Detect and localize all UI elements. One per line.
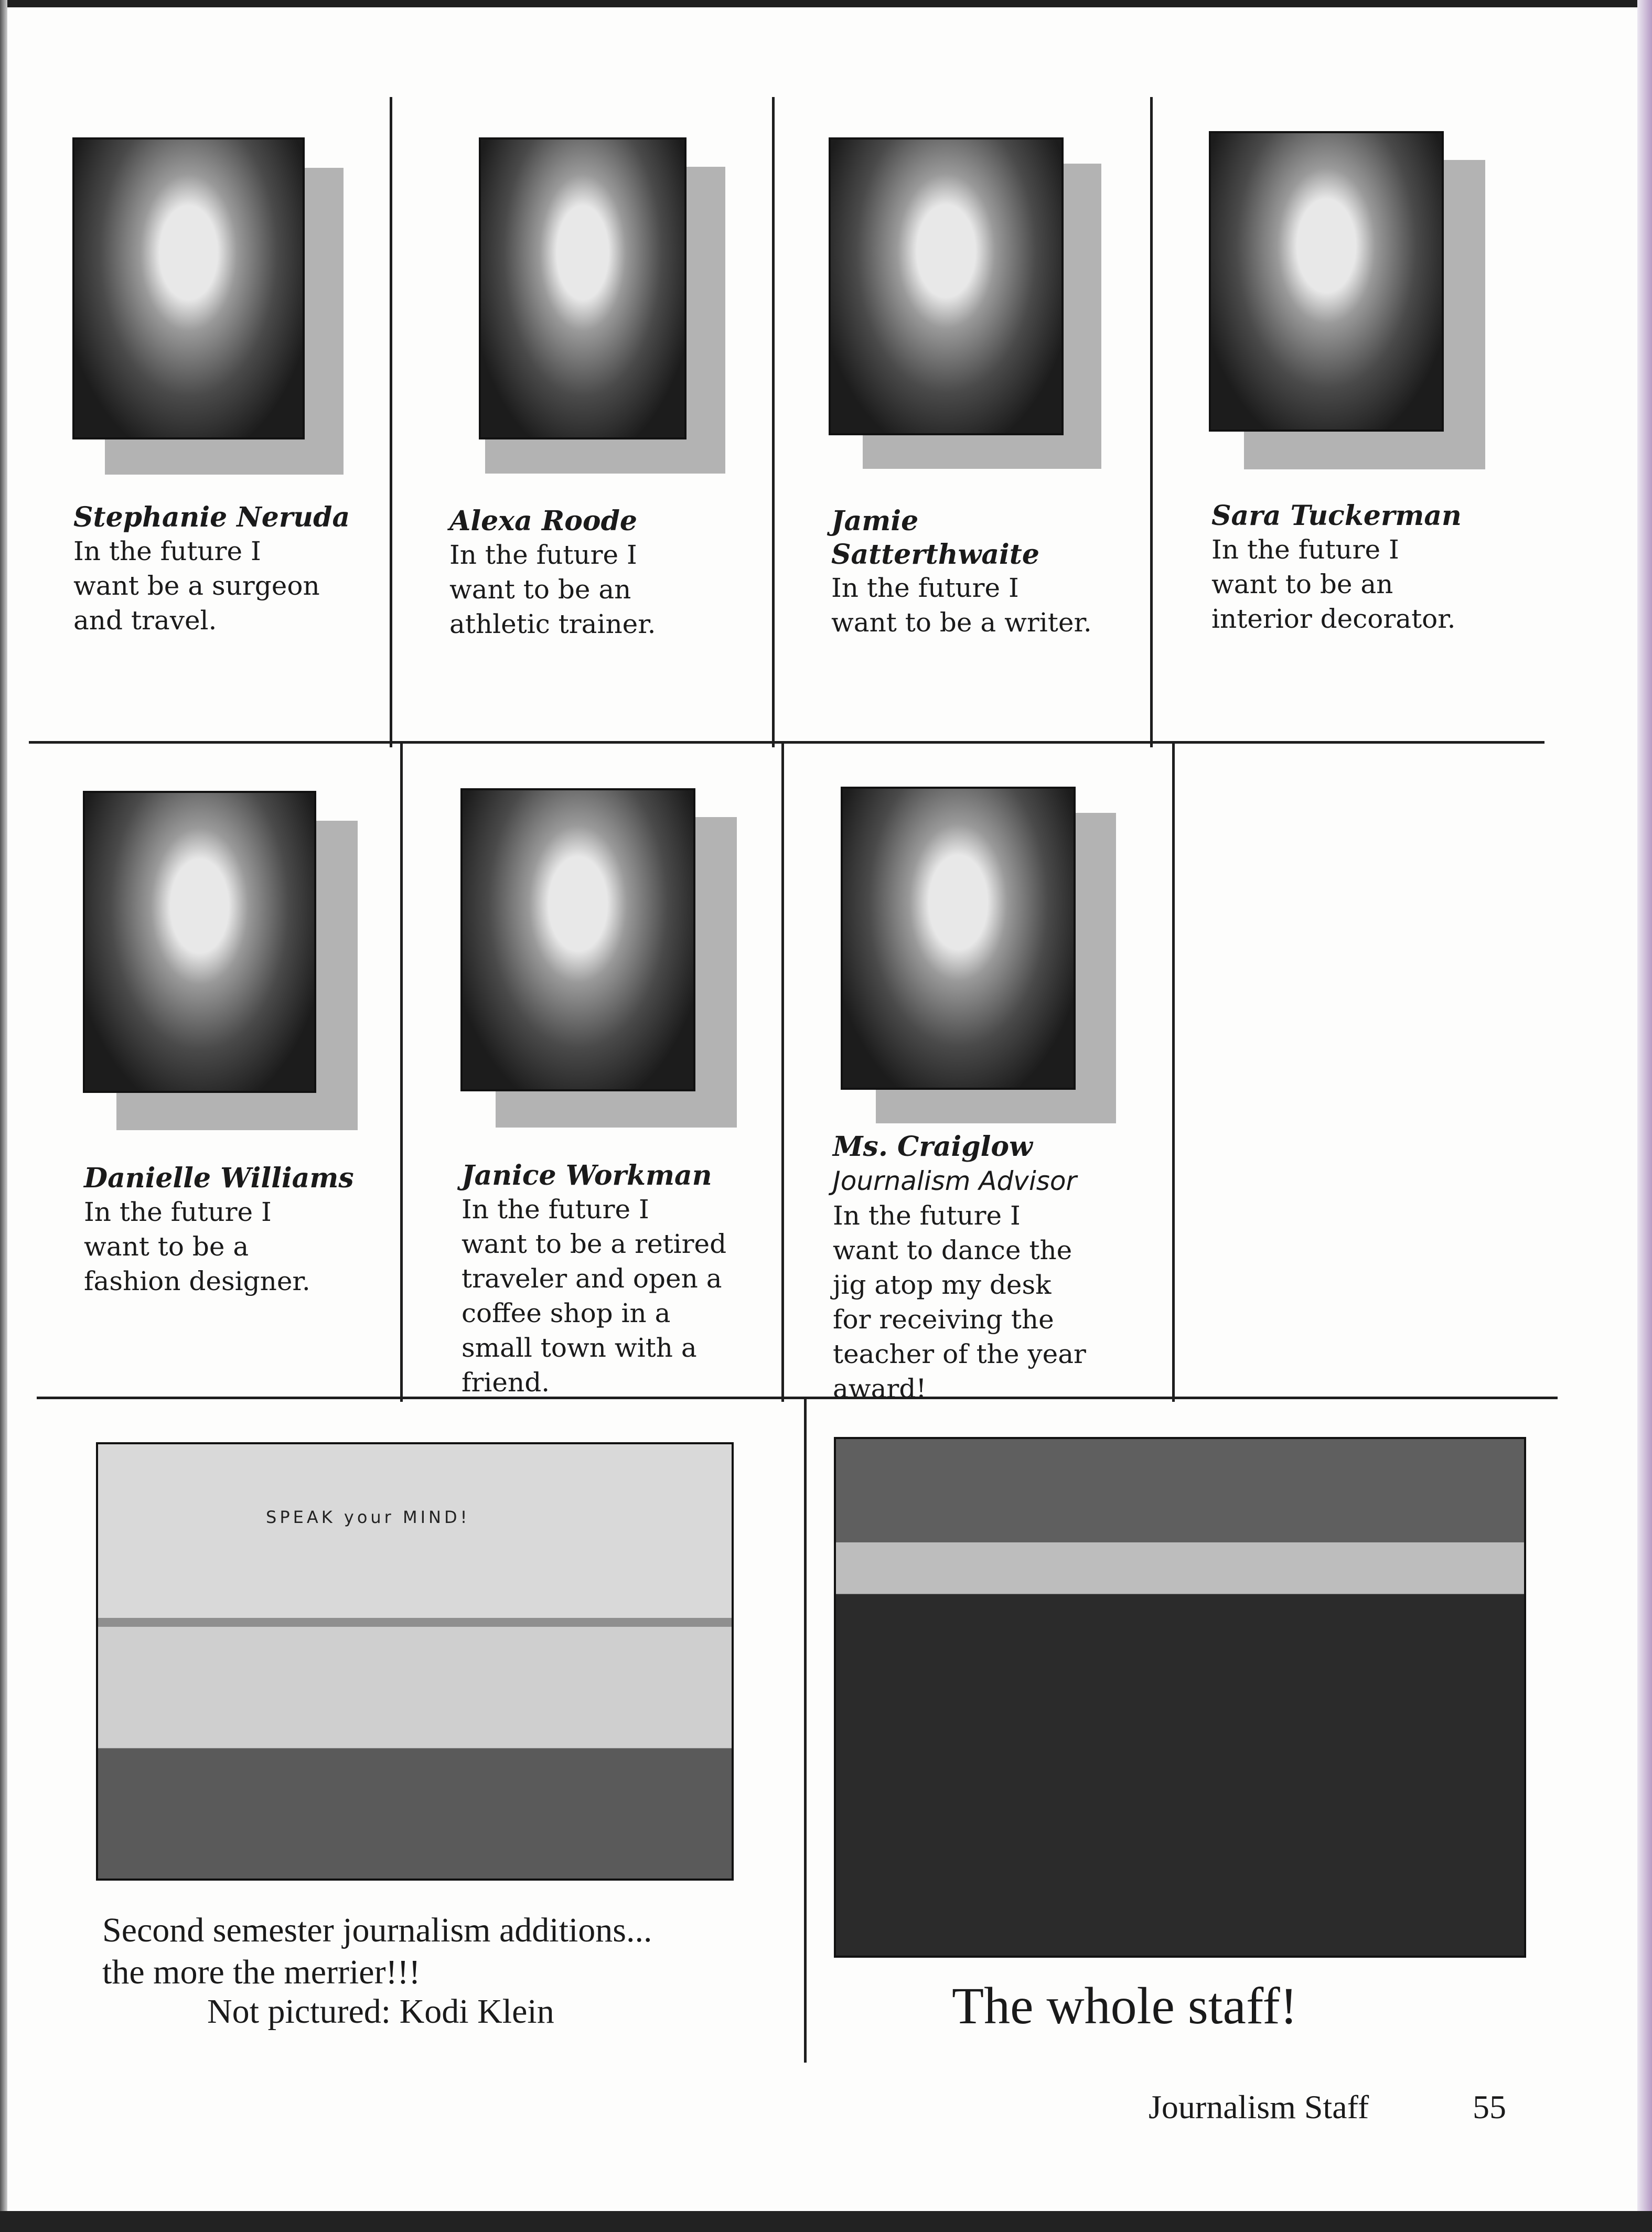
grid-line: [804, 1397, 807, 2063]
page-edge-right: [1637, 0, 1652, 2232]
grid-line: [400, 741, 403, 1402]
profile-caption: In the future I want be a surgeon and travel.: [73, 536, 320, 636]
page-edge-bottom: [0, 2211, 1652, 2232]
baby-photo: [841, 787, 1076, 1090]
second-semester-caption: Second semester journalism additions...: [102, 1911, 652, 1949]
profile-role: Journalism Advisor: [833, 1166, 1077, 1196]
whole-staff-caption: The whole staff!: [952, 1977, 1298, 2035]
baby-photo: [83, 791, 316, 1093]
grid-line: [1172, 741, 1175, 1402]
not-pictured-note: Not pictured: Kodi Klein: [207, 1992, 554, 2031]
profile-name: Danielle Williams: [84, 1162, 354, 1194]
grid-line: [29, 741, 1544, 744]
profile-caption: In the future I want to be a writer.: [831, 573, 1092, 638]
baby-photo: [460, 788, 695, 1091]
page-number: 55: [1473, 2088, 1506, 2126]
profile-name: Jamie Satterthwaite: [831, 505, 1039, 571]
profile-caption: In the future I want to be a fashion designer.: [84, 1197, 310, 1296]
section-footer: Journalism Staff: [1149, 2088, 1369, 2126]
grid-line: [37, 1397, 1558, 1399]
page-edge-top: [0, 0, 1652, 7]
grid-line: [390, 97, 392, 747]
profile-name: Stephanie Neruda: [73, 501, 350, 533]
grid-line: [772, 97, 775, 747]
profile-name: Ms. Craiglow: [833, 1131, 1033, 1163]
profile-caption: In the future I want to be an interior decorator.: [1211, 534, 1456, 634]
baby-photo: [1209, 131, 1444, 432]
profile-caption: In the future I want to be a retired traveler and open a coffee shop in a small town with a friend.: [462, 1194, 727, 1398]
profile-name: Janice Workman: [462, 1160, 712, 1192]
baby-photo: [479, 137, 686, 439]
second-semester-caption: the more the merrier!!!: [102, 1953, 421, 1991]
profile-caption: In the future I want to dance the jig atop my desk for receiving the teacher of the year award!: [833, 1200, 1086, 1404]
grid-line: [1150, 97, 1153, 747]
page-edge-left: [0, 0, 7, 2232]
board-text: SPEAK your MIND!: [266, 1507, 470, 1527]
profile-caption: In the future I want to be an athletic trainer.: [449, 540, 656, 639]
whole-staff-group-photo: [834, 1437, 1526, 1958]
second-semester-group-photo: [96, 1442, 734, 1881]
profile-name: Alexa Roode: [449, 505, 638, 537]
grid-line: [781, 741, 784, 1402]
baby-photo: [829, 137, 1064, 435]
baby-photo: [72, 137, 305, 439]
profile-name: Sara Tuckerman: [1211, 500, 1462, 532]
